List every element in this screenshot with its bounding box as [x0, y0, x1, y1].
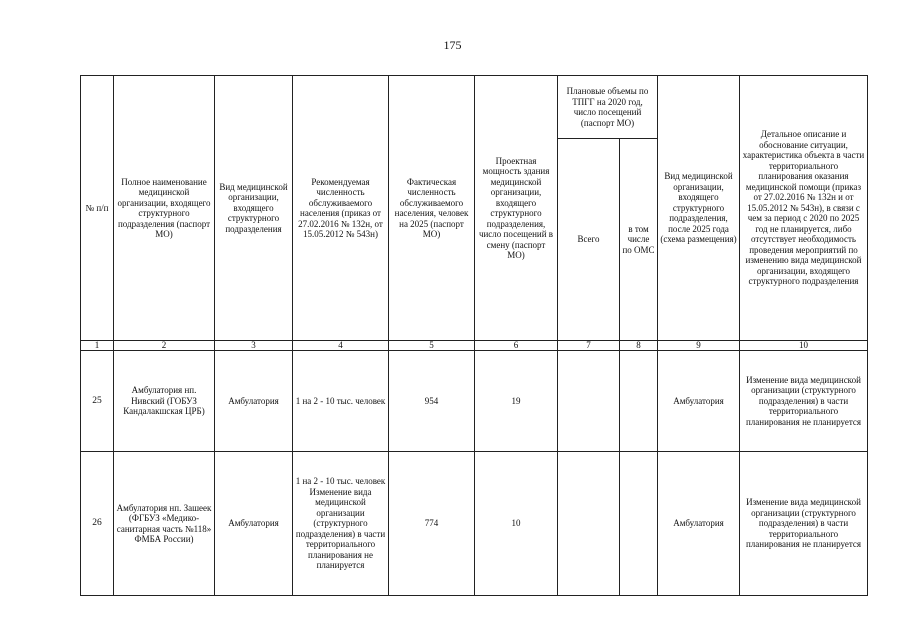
column-number: 4: [293, 341, 389, 351]
column-number: 7: [558, 341, 620, 351]
type-after-2025-cell: Амбулатория: [658, 351, 740, 452]
header-row: [81, 76, 868, 139]
header-recommended: Рекомендуемая численность обслуживаемого населения (приказ от 27.02.2016 № 132н, от 15.05.2012 № 543н): [293, 76, 389, 341]
oms-cell: [620, 452, 658, 596]
org-name-cell: Амбулатория нп. Зашеек (ФГБУЗ «Медико-санитарная часть №118» ФМБА России): [114, 452, 215, 596]
table-row: [81, 452, 868, 596]
column-number: 2: [114, 341, 215, 351]
column-number-row: [81, 341, 868, 351]
description-cell: Изменение вида медицинской организации (структурного подразделения) в части территориального планирования не планируется: [740, 452, 868, 596]
org-type-cell: Амбулатория: [215, 351, 293, 452]
facilities-table: [80, 75, 868, 596]
column-number: 6: [475, 341, 558, 351]
recommended-cell: 1 на 2 - 10 тыс. человек Изменение вида медицинской организации (структурного подразделения) в части территориального планирования не планируется: [293, 452, 389, 596]
header-description: Детальное описание и обоснование ситуации, характеристика объекта в части территориального планирования оказания медицинской помощи (приказ от 27.02.2016 № 132н и от 15.05.2012 № 543н), в связи с чем за период с 2020 по 2025 год не планируется, либо отсутствует необходимость проведения мероприятий по изменению вида медицинской организации, входящего структурного подразделения: [740, 76, 868, 341]
org-type-cell: Амбулатория: [215, 452, 293, 596]
actual-cell: 954: [389, 351, 475, 452]
column-number: 10: [740, 341, 868, 351]
capacity-cell: 10: [475, 452, 558, 596]
type-after-2025-cell: Амбулатория: [658, 452, 740, 596]
header-oms: в том числе по ОМС: [620, 139, 658, 341]
column-number: 1: [81, 341, 114, 351]
header-num: № п/п: [81, 76, 114, 341]
header-capacity: Проектная мощность здания медицинской организации, входящего структурного подразделения, число посещений в смену (паспорт МО): [475, 76, 558, 341]
page-number: 175: [443, 38, 462, 52]
capacity-cell: 19: [475, 351, 558, 452]
total-cell: [558, 351, 620, 452]
header-type-after-2025: Вид медицинской организации, входящего структурного подразделения, после 2025 года (схема размещения): [658, 76, 740, 341]
row-number: 25: [81, 351, 114, 452]
header-actual: Фактическая численность обслуживаемого населения, человек на 2025 (паспорт МО): [389, 76, 475, 341]
description-cell: Изменение вида медицинской организации (структурного подразделения) в части территориального планирования не планируется: [740, 351, 868, 452]
recommended-cell: 1 на 2 - 10 тыс. человек: [293, 351, 389, 452]
column-number: 3: [215, 341, 293, 351]
column-number: 5: [389, 341, 475, 351]
column-number: 9: [658, 341, 740, 351]
actual-cell: 774: [389, 452, 475, 596]
header-org-type: Вид медицинской организации, входящего структурного подразделения: [215, 76, 293, 341]
column-number: 8: [620, 341, 658, 351]
row-number: 26: [81, 452, 114, 596]
header-total: Всего: [558, 139, 620, 341]
total-cell: [558, 452, 620, 596]
header-planned-volumes: Плановые объемы по ТПГГ на 2020 год, число посещений (паспорт МО): [558, 76, 658, 139]
org-name-cell: Амбулатория нп. Нивский (ГОБУЗ Кандалакшская ЦРБ): [114, 351, 215, 452]
oms-cell: [620, 351, 658, 452]
table-row: [81, 351, 868, 452]
header-full-name: Полное наименование медицинской организации, входящего структурного подразделения (паспорт МО): [114, 76, 215, 341]
